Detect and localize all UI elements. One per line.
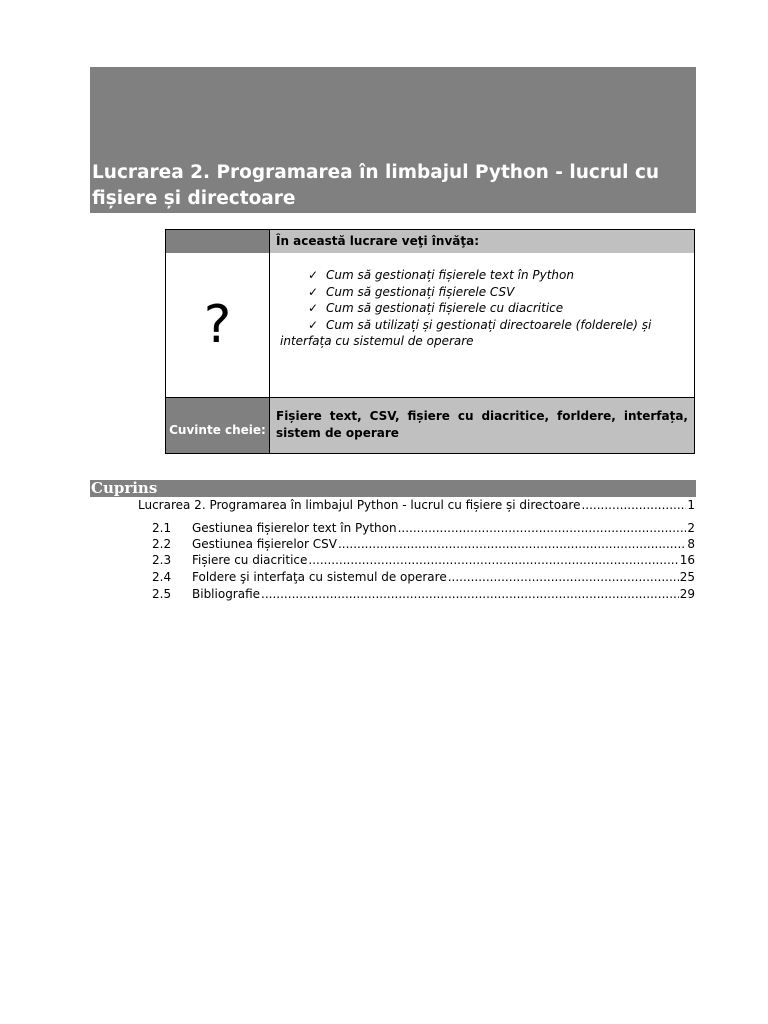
objective-item: ✓ Cum să gestionați fișierele CSV [280, 284, 688, 301]
keywords-text: Fișiere text, CSV, fișiere cu diacritice, forldere, interfața, sistem de operare [269, 397, 694, 453]
toc-entry-page: 16 [679, 553, 695, 567]
toc-entry-page: 29 [679, 587, 695, 601]
toc-main-entry[interactable] [138, 498, 695, 512]
toc-entry-page: 25 [679, 570, 695, 584]
toc-entry-number: 2.1 [152, 521, 172, 535]
toc-entry-number: 2.4 [152, 570, 172, 584]
learning-objectives-box [165, 229, 695, 454]
toc-entry-number: 2.5 [152, 587, 172, 601]
toc-leader-dots [338, 537, 686, 551]
toc-entry-title: Bibliografie [192, 587, 261, 601]
question-mark-icon: ? [203, 295, 232, 355]
objective-item: ✓ Cum să gestionați fișierele cu diacritice [280, 300, 688, 317]
info-header: În această lucrare veţi învăţa: [269, 230, 694, 253]
toc-entry-title: Gestiunea fișierelor CSV [192, 537, 337, 551]
check-icon: ✓ [307, 317, 318, 332]
toc-entry[interactable] [152, 570, 695, 584]
toc-entry-title: Fișiere cu diacritice [192, 553, 308, 567]
toc-leader-dots [308, 553, 678, 567]
toc-entry-title: Gestiunea fișierelor text în Python [192, 521, 397, 535]
toc-entry-page: 8 [687, 537, 695, 551]
toc-entry[interactable] [152, 537, 695, 551]
check-icon: ✓ [307, 301, 318, 315]
keywords-label: Cuvinte cheie: [166, 397, 269, 453]
toc-entry-number: 2.2 [152, 537, 172, 551]
objectives-list [269, 253, 694, 397]
toc-entry-number: 2.3 [152, 553, 172, 567]
toc-leader-dots [448, 570, 679, 584]
toc-entry[interactable] [152, 587, 695, 601]
toc-leader-dots [398, 521, 687, 535]
toc-heading: Cuprins [90, 480, 696, 497]
toc-entry-page: 2 [687, 521, 695, 535]
toc-leader-dots [261, 587, 679, 601]
objective-item: ✓ Cum să utilizați și gestionați directoarele (folderele) și interfața cu sistemul de operare [280, 317, 652, 348]
toc-entry-title: Lucrarea 2. Programarea în limbajul Python - lucrul cu fișiere și directoare [138, 498, 581, 512]
objective-item: ✓ Cum să gestionați fișierele text în Python [280, 267, 688, 284]
check-icon: ✓ [307, 284, 318, 299]
check-icon: ✓ [307, 268, 318, 282]
toc-entry-title: Foldere şi interfaţa cu sistemul de operare [192, 570, 447, 584]
title-band [90, 67, 696, 213]
toc-leader-dots [581, 498, 686, 512]
toc-entry[interactable] [152, 553, 695, 567]
toc-entry[interactable] [152, 521, 695, 535]
document-title: Lucrarea 2. Programarea în limbajul Python - lucrul cu fișiere și directoare [92, 162, 660, 209]
info-header-spacer [166, 230, 269, 253]
toc-entry-page: 1 [687, 498, 695, 512]
